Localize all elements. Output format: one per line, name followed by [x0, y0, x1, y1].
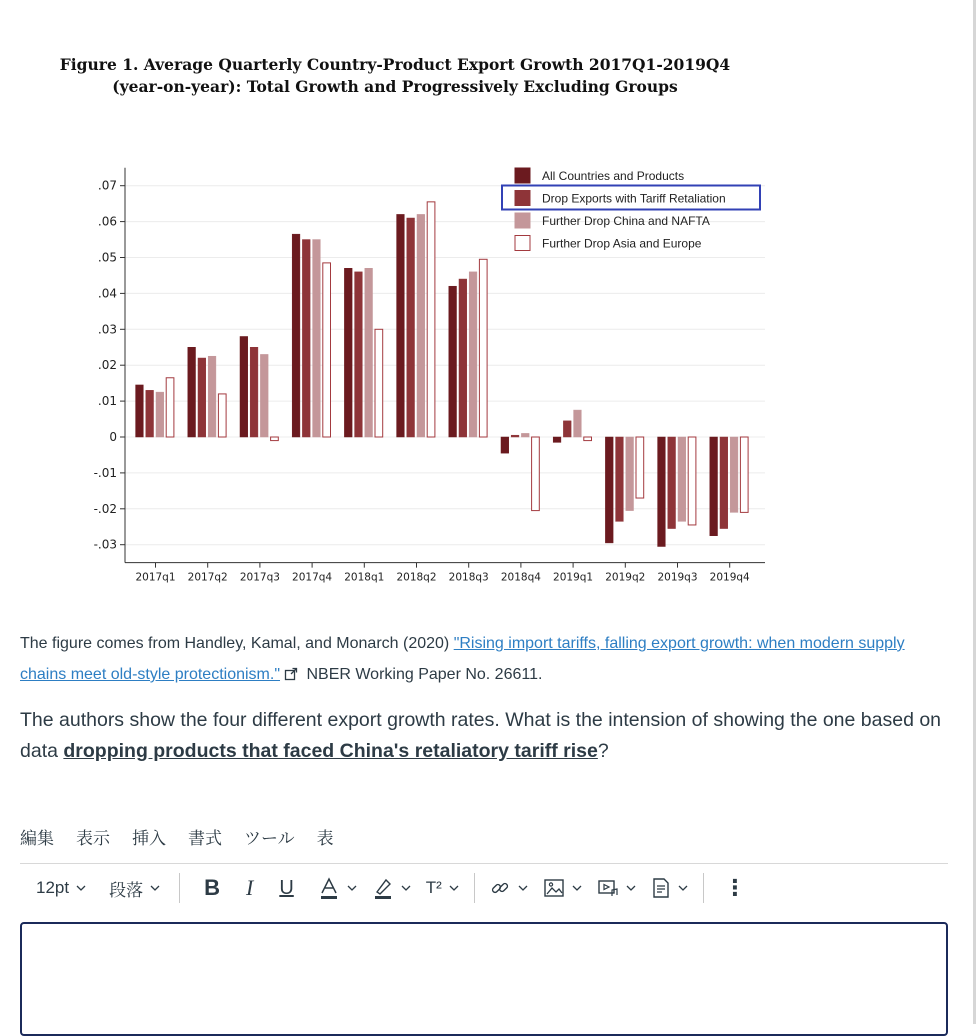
bar: [136, 385, 144, 437]
x-tick-label: 2019q2: [605, 571, 646, 584]
legend-swatch: [515, 236, 530, 251]
y-tick-label: .02: [97, 358, 117, 373]
bar: [375, 329, 383, 437]
bar: [323, 263, 331, 437]
bar: [668, 437, 676, 529]
bar: [146, 390, 154, 437]
bar: [740, 437, 748, 512]
bar: [417, 214, 425, 437]
question-text: [20, 705, 950, 767]
y-tick-label: 0: [109, 430, 117, 444]
text-color-icon: [318, 876, 340, 900]
menu-table[interactable]: 表: [316, 829, 334, 848]
bar: [365, 268, 373, 437]
bar: [658, 437, 666, 546]
x-tick-label: 2018q1: [344, 571, 385, 584]
document-icon: [651, 877, 671, 899]
bar: [469, 272, 477, 437]
question-emphasis: dropping products that faced China's retaliatory tariff rise: [63, 740, 598, 762]
bar: [636, 437, 644, 498]
block-format-select[interactable]: [109, 868, 161, 908]
image-button[interactable]: [543, 868, 583, 908]
chevron-down-icon: [571, 882, 583, 894]
bar: [710, 437, 718, 536]
bar: [511, 435, 519, 437]
bar: [218, 394, 226, 437]
bar: [271, 437, 279, 441]
bar: [626, 437, 634, 511]
bar: [198, 358, 206, 437]
toolbar-separator: [179, 873, 180, 903]
chevron-down-icon: [149, 882, 161, 894]
caption-prefix: The figure comes from Handley, Kamal, and Monarch (2020): [20, 635, 454, 652]
bar: [260, 354, 268, 437]
bar: [397, 214, 405, 437]
bar: [449, 286, 457, 437]
chevron-down-icon: [448, 882, 460, 894]
link-icon: [489, 877, 511, 899]
bar: [574, 410, 582, 437]
x-tick-label: 2017q4: [292, 571, 333, 584]
bar: [616, 437, 624, 521]
x-tick-label: 2019q1: [553, 571, 594, 584]
block-format-value: 段落: [109, 880, 144, 900]
y-tick-label: -.02: [93, 501, 117, 516]
question-prefix: The authors show the four different export growth rates. What is the intension of showing the one based on data: [20, 709, 942, 762]
y-tick-label: -.03: [93, 537, 117, 552]
superscript-button[interactable]: [426, 868, 460, 908]
menu-edit[interactable]: 編集: [20, 829, 54, 848]
highlight-button[interactable]: [372, 868, 412, 908]
bar: [292, 234, 300, 437]
more-options-button[interactable]: ⋮: [723, 875, 746, 900]
bar: [605, 437, 613, 543]
figure-title-line2: (year-on-year): Total Growth and Progressively Excluding Groups: [112, 77, 678, 96]
bar: [156, 392, 164, 437]
x-tick-label: 2017q3: [239, 571, 280, 584]
menu-insert[interactable]: 挿入: [132, 829, 166, 848]
paper-link[interactable]: "Rising import tariffs, falling export growth: when modern supply chains meet old-style protectionism.": [20, 635, 905, 683]
toolbar-divider: [20, 863, 948, 864]
bar: [302, 240, 310, 437]
x-tick-label: 2019q3: [657, 571, 698, 584]
bar: [688, 437, 696, 525]
bar: [188, 347, 196, 437]
bar: [427, 202, 435, 437]
y-tick-label: .03: [97, 322, 117, 337]
superscript-label: T²: [425, 878, 442, 897]
chevron-down-icon: [75, 882, 87, 894]
bar: [166, 378, 174, 437]
chevron-down-icon: [346, 882, 358, 894]
caption-suffix: NBER Working Paper No. 26611.: [302, 666, 543, 683]
external-link-icon[interactable]: [284, 667, 298, 681]
question-suffix: ?: [597, 740, 609, 762]
figure-caption: [20, 628, 950, 690]
chevron-down-icon: [625, 882, 637, 894]
y-tick-label: .07: [97, 178, 117, 193]
y-tick-label: .06: [97, 214, 117, 229]
link-button[interactable]: [489, 868, 529, 908]
bar: [250, 347, 258, 437]
editor-toolbar: [20, 868, 948, 908]
bar: [584, 437, 592, 441]
font-size-select[interactable]: [36, 868, 87, 908]
bar: [344, 268, 352, 437]
text-color-button[interactable]: [318, 868, 358, 908]
underline-button[interactable]: U: [279, 876, 294, 899]
bar: [532, 437, 540, 511]
chevron-down-icon: [400, 882, 412, 894]
legend-swatch: [515, 191, 530, 206]
bar: [407, 218, 415, 437]
bar: [563, 421, 571, 437]
y-tick-label: .05: [97, 250, 117, 265]
rich-text-editor[interactable]: [20, 922, 948, 1036]
bar: [521, 433, 529, 437]
bar: [730, 437, 738, 512]
export-growth-chart: [60, 150, 770, 590]
x-tick-label: 2017q2: [187, 571, 228, 584]
legend-label: Further Drop Asia and Europe: [542, 236, 702, 251]
legend-label: Drop Exports with Tariff Retaliation: [542, 191, 726, 206]
y-tick-label: .04: [97, 286, 117, 301]
y-tick-label: .01: [97, 394, 117, 409]
chevron-down-icon: [517, 882, 529, 894]
font-size-value: 12pt: [36, 878, 70, 897]
x-tick-label: 2018q2: [396, 571, 437, 584]
legend-swatch: [515, 168, 530, 183]
x-tick-label: 2018q3: [448, 571, 489, 584]
bold-button[interactable]: B: [204, 875, 220, 900]
document-button[interactable]: [651, 868, 689, 908]
legend-swatch: [515, 213, 530, 228]
media-button[interactable]: [597, 868, 637, 908]
highlight-icon: [372, 876, 394, 900]
toolbar-separator: [703, 873, 704, 903]
legend-label: Further Drop China and NAFTA: [542, 214, 710, 228]
x-tick-label: 2017q1: [135, 571, 176, 584]
bar: [501, 437, 509, 453]
figure-title: [0, 54, 790, 98]
editor-menubar: [20, 826, 356, 852]
bar: [720, 437, 728, 529]
bar: [240, 336, 248, 437]
bar: [678, 437, 686, 521]
chevron-down-icon: [677, 882, 689, 894]
media-icon: [597, 877, 619, 899]
bar: [208, 356, 216, 437]
image-icon: [543, 877, 565, 899]
italic-button[interactable]: I: [245, 875, 254, 900]
menu-format[interactable]: 書式: [188, 829, 222, 848]
x-tick-label: 2018q4: [500, 571, 541, 584]
bar: [313, 240, 321, 437]
figure-title-line1: Figure 1. Average Quarterly Country-Product Export Growth 2017Q1-2019Q4: [59, 55, 731, 74]
menu-view[interactable]: 表示: [76, 829, 110, 848]
bar: [553, 437, 561, 442]
x-tick-label: 2019q4: [709, 571, 750, 584]
legend-label: All Countries and Products: [542, 169, 685, 183]
menu-tools[interactable]: ツール: [244, 829, 295, 848]
toolbar-separator: [474, 873, 475, 903]
y-tick-label: -.01: [93, 465, 117, 480]
bar: [479, 259, 487, 437]
bar: [459, 279, 467, 437]
bar: [355, 272, 363, 437]
